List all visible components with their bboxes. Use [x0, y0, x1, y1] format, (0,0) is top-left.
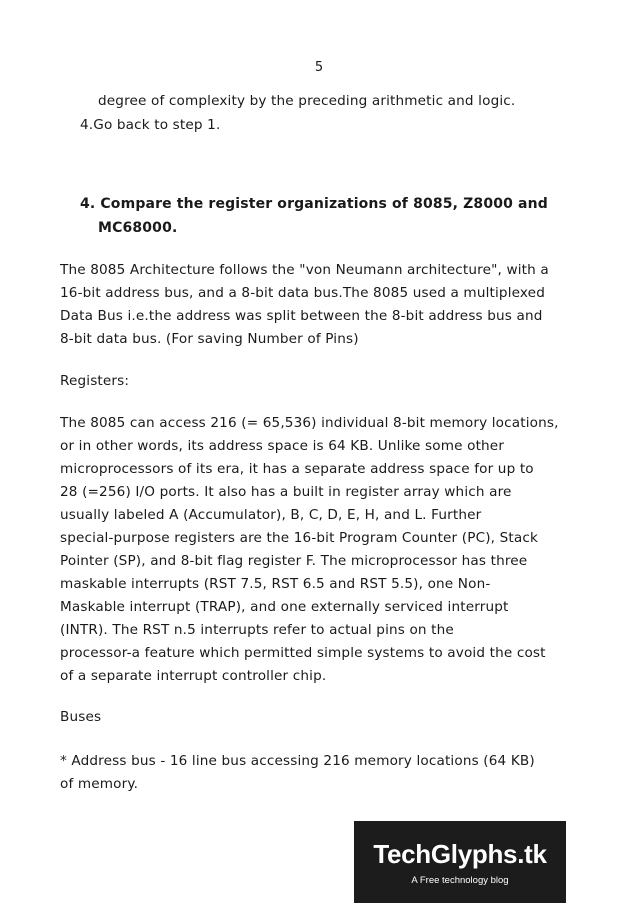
registers-heading: Registers:	[60, 373, 130, 389]
text-line: Data Bus i.e.the address was split between the 8-bit address bus and	[60, 308, 543, 324]
text-line: (INTR). The RST n.5 interrupts refer to actual pins on the	[60, 622, 454, 638]
text-line: Maskable interrupt (TRAP), and one externally serviced interrupt	[60, 599, 509, 615]
text-line: * Address bus - 16 line bus accessing 216 memory locations (64 KB)	[60, 753, 535, 769]
text-line: Pointer (SP), and 8-bit flag register F. The microprocessor has three	[60, 553, 528, 569]
text-line: 4. Compare the register organizations of 8085, Z8000 and	[80, 196, 548, 212]
text-line: The 8085 can access 216 (= 65,536) individual 8-bit memory locations,	[60, 415, 559, 431]
techglyphs-logo	[354, 821, 566, 903]
logo-title: TechGlyphs.tk	[373, 839, 547, 869]
text-line: 4.Go back to step 1.	[80, 117, 221, 133]
buses-heading: Buses	[60, 709, 102, 725]
text-line: of a separate interrupt controller chip.	[60, 668, 327, 684]
text-line: The 8085 Architecture follows the "von Neumann architecture", with a	[60, 262, 549, 278]
text-line: 28 (=256) I/O ports. It also has a built in register array which are	[60, 484, 512, 500]
page-number: 5	[314, 60, 324, 75]
text-line: of memory.	[60, 776, 139, 792]
text-line: usually labeled A (Accumulator), B, C, D, E, H, and L. Further	[60, 507, 482, 523]
text-line: microprocessors of its era, it has a separate address space for up to	[60, 461, 534, 477]
text-line: 8-bit data bus. (For saving Number of Pins)	[60, 331, 359, 347]
text-line: maskable interrupts (RST 7.5, RST 6.5 and RST 5.5), one Non-	[60, 576, 491, 592]
logo-tagline: A Free technology blog	[411, 875, 509, 886]
text-line: degree of complexity by the preceding arithmetic and logic.	[98, 93, 516, 109]
text-line: 16-bit address bus, and a 8-bit data bus.The 8085 used a multiplexed	[60, 285, 545, 301]
text-line: processor-a feature which permitted simple systems to avoid the cost	[60, 645, 546, 661]
text-line: special-purpose registers are the 16-bit Program Counter (PC), Stack	[60, 530, 538, 546]
text-line: or in other words, its address space is 64 KB. Unlike some other	[60, 438, 505, 454]
text-line: MC68000.	[98, 220, 178, 236]
